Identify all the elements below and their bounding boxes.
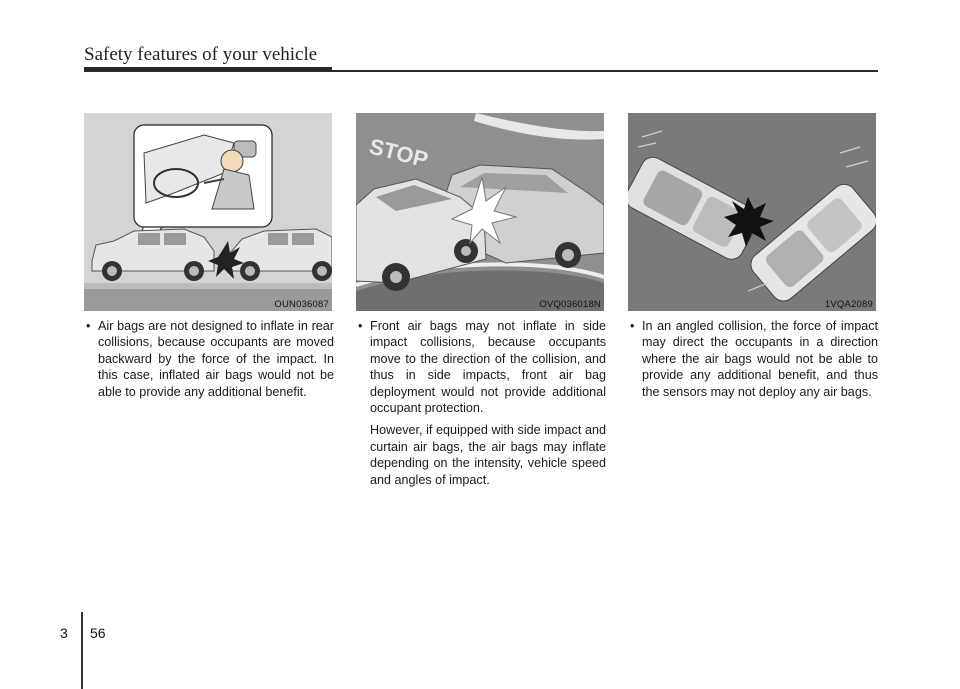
paragraph-text: Air bags are not designed to inflate in rear collisions, because occupants are moved backward by the force of the impact. In this case, inflated air bags would not be able to provide any additional benefit. (98, 319, 334, 399)
road-marking-text: STOP (366, 133, 431, 173)
paragraph-text: In an angled collision, the force of impact may direct the occupants in a direction where the air bags would not be able to provide any additional benefit, and thus the sensors may not deploy any air bags. (642, 319, 878, 399)
bullet-icon: • (358, 319, 363, 333)
header-rule-thin (332, 70, 878, 72)
section-title: Safety features of your vehicle (84, 44, 318, 65)
header-rule-thick (84, 67, 332, 72)
angled-collision-illustration (628, 113, 876, 311)
page-number: 56 (90, 625, 106, 641)
footer-divider (81, 612, 83, 689)
text-column-1 (84, 318, 334, 400)
text-column-2 (356, 318, 606, 488)
figure-side-impact (356, 113, 604, 311)
rear-collision-illustration (84, 113, 332, 311)
figure-code: OVQ036018N (539, 299, 601, 310)
bullet-paragraph (84, 318, 334, 400)
side-impact-illustration (356, 113, 604, 311)
figure-code: 1VQA2089 (824, 299, 873, 310)
figure-angled-collision (628, 113, 876, 311)
bullet-icon: • (86, 319, 91, 333)
paragraph-text: Front air bags may not inflate in side impact collisions, because occupants move to the direction of the collision, and thus in side impacts, front air bag deployment would not provide additional occupant protection. (370, 319, 606, 416)
figure-code: OUN036087 (274, 299, 329, 310)
bullet-paragraph (628, 318, 878, 400)
text-column-3 (628, 318, 878, 400)
figure-rear-collision (84, 113, 332, 311)
paragraph-text-continued: However, if equipped with side impact and curtain air bags, the air bags may inflate depending on the intensity, vehicle speed and angles of impact. (370, 423, 606, 487)
bullet-paragraph (356, 318, 606, 416)
chapter-number: 3 (60, 625, 68, 641)
bullet-icon: • (630, 319, 635, 333)
